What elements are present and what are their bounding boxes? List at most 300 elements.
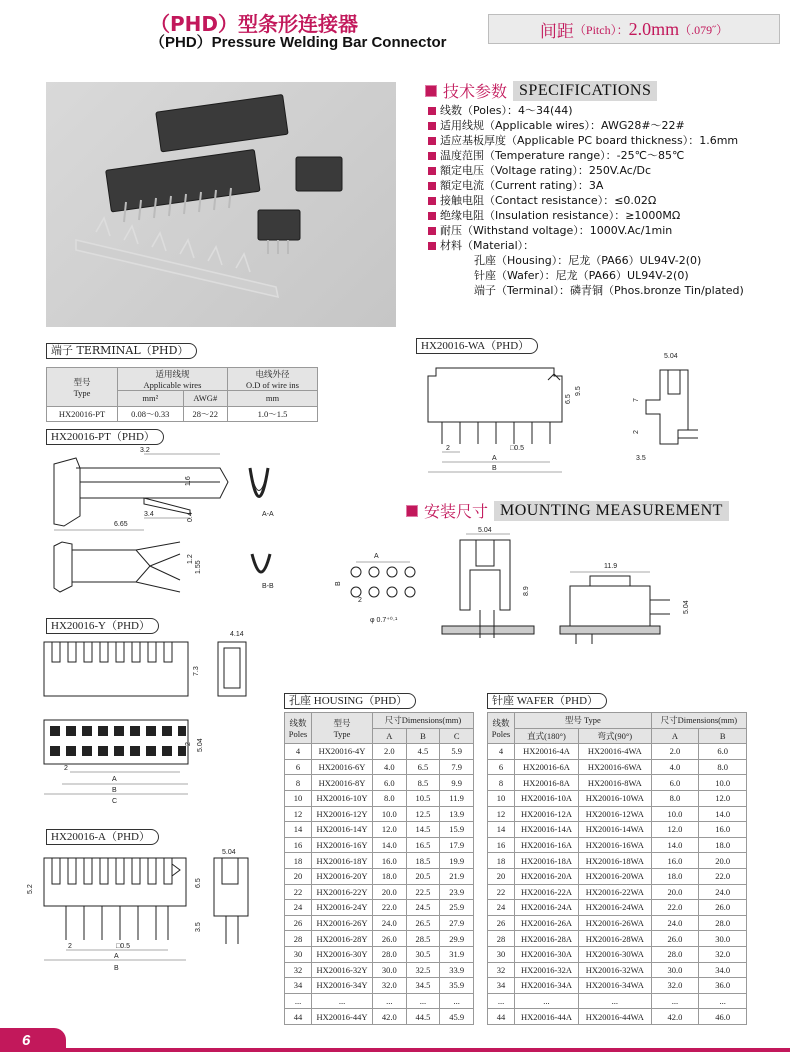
table-row — [285, 884, 474, 900]
table-cell: 4 — [488, 744, 515, 760]
svg-text:□0.5: □0.5 — [510, 445, 524, 452]
table-cell: 46.0 — [699, 1009, 747, 1025]
table-cell: 26.0 — [699, 900, 747, 916]
svg-text:9.5: 9.5 — [575, 386, 582, 396]
wafer-a-drawing — [22, 846, 262, 976]
table-cell: 6 — [488, 759, 515, 775]
spec-item: 額定电流（Current rating）：3A — [428, 178, 744, 193]
table-row — [285, 978, 474, 994]
table-cell: 24.0 — [373, 915, 407, 931]
table-cell: 26.0 — [373, 931, 407, 947]
table-cell: HX20016-24A — [515, 900, 579, 916]
table-cell: 34.5 — [406, 978, 440, 994]
table-cell: 16.0 — [651, 853, 699, 869]
table-row — [488, 868, 747, 884]
table-cell: HX20016-14WA — [578, 822, 651, 838]
table-cell: 16 — [285, 837, 312, 853]
table-cell: 4 — [285, 744, 312, 760]
table-cell: HX20016-20A — [515, 868, 579, 884]
table-row — [285, 931, 474, 947]
table-cell: 14 — [488, 822, 515, 838]
svg-text:2: 2 — [358, 597, 362, 604]
table-cell: 31.9 — [440, 946, 474, 962]
table-row — [285, 946, 474, 962]
table-cell: HX20016-30A — [515, 946, 579, 962]
table-cell: 32.0 — [373, 978, 407, 994]
svg-text:2: 2 — [64, 765, 68, 772]
terminal-tab: 端子 TERMINAL（PHD） — [46, 343, 197, 359]
table-cell: ... — [285, 993, 312, 1009]
table-cell: HX20016-34WA — [578, 978, 651, 994]
table-row — [488, 900, 747, 916]
footer-bar — [0, 1048, 790, 1052]
wafer-tab: 针座 WAFER（PHD） — [487, 693, 607, 709]
table-cell: 6.0 — [373, 775, 407, 791]
terminal-table: 型号 Type 适用线规 Applicable wires 电线外径 O.D of wire ins mm² AWG# mm HX20016-PT 0.08～0.33 28～22 1.0～1.5 — [46, 367, 318, 422]
y-tab: HX20016-Y（PHD） — [46, 618, 159, 634]
table-cell: HX20016-30WA — [578, 946, 651, 962]
wa-tab: HX20016-WA（PHD） — [416, 338, 538, 354]
svg-text:5.04: 5.04 — [683, 600, 690, 614]
table-cell: 44.5 — [406, 1009, 440, 1025]
pitch-value: 2.0mm — [628, 18, 680, 39]
table-cell: 8 — [285, 775, 312, 791]
table-cell: HX20016-44Y — [312, 1009, 373, 1025]
svg-text:8.9: 8.9 — [523, 586, 530, 596]
table-cell: HX20016-34Y — [312, 978, 373, 994]
table-cell: HX20016-22Y — [312, 884, 373, 900]
svg-text:2: 2 — [633, 430, 640, 434]
table-cell: 19.9 — [440, 853, 474, 869]
table-cell: 22 — [285, 884, 312, 900]
svg-text:5.2: 5.2 — [27, 884, 34, 894]
table-cell: 26 — [488, 915, 515, 931]
spec-item: 绝缘电阻（Insulation resistance）：≥1000MΩ — [428, 208, 744, 223]
svg-text:6.65: 6.65 — [114, 521, 128, 528]
table-cell: 24.0 — [651, 915, 699, 931]
table-row — [488, 759, 747, 775]
table-cell: 10.0 — [651, 806, 699, 822]
table-cell: HX20016-18A — [515, 853, 579, 869]
table-cell: HX20016-28Y — [312, 931, 373, 947]
table-cell: 20.0 — [373, 884, 407, 900]
table-cell: 6.5 — [406, 759, 440, 775]
table-row — [488, 884, 747, 900]
table-cell: 28.5 — [406, 931, 440, 947]
table-cell: HX20016-6A — [515, 759, 579, 775]
svg-text:5.04: 5.04 — [664, 353, 678, 360]
specs-title-en: SPECIFICATIONS — [513, 81, 657, 101]
table-cell: HX20016-26A — [515, 915, 579, 931]
table-cell: 14.5 — [406, 822, 440, 838]
table-cell: 20.5 — [406, 868, 440, 884]
spec-item: 額定电压（Voltage rating）：250V.Ac/Dc — [428, 163, 744, 178]
table-cell: HX20016-32A — [515, 962, 579, 978]
table-cell: 34 — [285, 978, 312, 994]
terminal-pt-drawing — [40, 446, 300, 616]
table-cell: 36.0 — [699, 978, 747, 994]
svg-text:5.04: 5.04 — [222, 849, 236, 856]
table-cell: 18.5 — [406, 853, 440, 869]
table-cell: 16.0 — [373, 853, 407, 869]
table-cell: HX20016-6Y — [312, 759, 373, 775]
table-row — [285, 744, 474, 760]
svg-text:6.5: 6.5 — [565, 394, 572, 404]
table-cell: 23.9 — [440, 884, 474, 900]
table-row — [488, 993, 747, 1009]
svg-text:B: B — [114, 965, 119, 972]
table-cell: 26 — [285, 915, 312, 931]
table-cell: 10 — [285, 790, 312, 806]
svg-text:A: A — [492, 455, 497, 462]
connector-photo-illustration — [46, 82, 396, 327]
table-row — [488, 806, 747, 822]
table-row — [285, 853, 474, 869]
table-cell: HX20016-44A — [515, 1009, 579, 1025]
svg-text:A: A — [374, 553, 379, 560]
table-cell: 24 — [285, 900, 312, 916]
mounting-heading — [406, 499, 729, 522]
spec-item: 材料（Material）： — [428, 238, 744, 253]
pt-tab: HX20016-PT（PHD） — [46, 429, 164, 445]
mounting-title-en: MOUNTING MEASUREMENT — [494, 501, 729, 521]
svg-text:B: B — [112, 787, 117, 794]
table-cell: HX20016-4Y — [312, 744, 373, 760]
table-cell: HX20016-16A — [515, 837, 579, 853]
table-cell: HX20016-16Y — [312, 837, 373, 853]
housing-tab: 孔座 HOUSING（PHD） — [284, 693, 416, 709]
table-cell: 30.0 — [373, 962, 407, 978]
spec-item: 适用线规（Applicable wires）：AWG28#～22# — [428, 118, 744, 133]
spec-item: 适应基板厚度（Applicable PC board thickness）：1.6mm — [428, 133, 744, 148]
table-cell: 24.0 — [699, 884, 747, 900]
svg-text:4.14: 4.14 — [230, 631, 244, 638]
svg-text:3.5: 3.5 — [636, 455, 646, 462]
table-row — [488, 1009, 747, 1025]
table-cell: HX20016-28A — [515, 931, 579, 947]
svg-text:11.9: 11.9 — [604, 563, 618, 570]
table-row — [488, 915, 747, 931]
mounting-title-zh: 安装尺寸 — [424, 502, 489, 521]
table-cell: 17.9 — [440, 837, 474, 853]
table-cell: 32.5 — [406, 962, 440, 978]
housing-y-drawing — [40, 628, 244, 808]
svg-text:B: B — [492, 465, 497, 472]
bullet-icon — [428, 137, 436, 145]
table-cell: 32.0 — [651, 978, 699, 994]
table-cell: 10.0 — [373, 806, 407, 822]
table-cell: 30.5 — [406, 946, 440, 962]
housing-table-body — [285, 744, 474, 1025]
table-cell: ... — [578, 993, 651, 1009]
table-cell: 18.0 — [373, 868, 407, 884]
table-cell: 30.0 — [699, 931, 747, 947]
table-cell: 20 — [285, 868, 312, 884]
table-cell: 20 — [488, 868, 515, 884]
table-cell: 45.9 — [440, 1009, 474, 1025]
table-cell: 28.0 — [699, 915, 747, 931]
wafer-wa-drawing — [414, 350, 714, 480]
bullet-icon — [428, 107, 436, 115]
table-cell: HX20016-22A — [515, 884, 579, 900]
table-cell: 20.0 — [651, 884, 699, 900]
table-cell: 12.0 — [373, 822, 407, 838]
page-title-en: （PHD）Pressure Welding Bar Connector — [150, 34, 447, 51]
svg-text:3.4: 3.4 — [144, 511, 154, 518]
table-cell: 22.0 — [651, 900, 699, 916]
table-cell: 42.0 — [651, 1009, 699, 1025]
table-cell: HX20016-28WA — [578, 931, 651, 947]
bullet-icon — [428, 197, 436, 205]
table-cell: 20.0 — [699, 853, 747, 869]
table-cell: 14 — [285, 822, 312, 838]
table-row — [285, 868, 474, 884]
table-cell: HX20016-20Y — [312, 868, 373, 884]
table-row — [488, 775, 747, 791]
table-cell: HX20016-22WA — [578, 884, 651, 900]
table-cell: HX20016-14Y — [312, 822, 373, 838]
table-cell: 18 — [285, 853, 312, 869]
table-row — [285, 822, 474, 838]
table-cell: 10 — [488, 790, 515, 806]
table-row — [285, 993, 474, 1009]
table-row — [285, 915, 474, 931]
table-cell: HX20016-18Y — [312, 853, 373, 869]
svg-text:B-B: B-B — [262, 583, 274, 590]
table-cell: 29.9 — [440, 931, 474, 947]
table-cell: 25.9 — [440, 900, 474, 916]
table-cell: 7.9 — [440, 759, 474, 775]
table-cell: 12.0 — [651, 822, 699, 838]
table-row — [488, 978, 747, 994]
table-cell: 34 — [488, 978, 515, 994]
table-cell: 8.0 — [651, 790, 699, 806]
table-cell: 15.9 — [440, 822, 474, 838]
table-cell: 26.5 — [406, 915, 440, 931]
spec-item: 耐压（Withstand voltage）：1000V.Ac/1min — [428, 223, 744, 238]
svg-text:3.5: 3.5 — [195, 922, 202, 932]
material-item: 端子（Terminal）：磷青铜（Phos.bronze Tin/plated) — [474, 284, 744, 297]
table-cell: 5.9 — [440, 744, 474, 760]
table-cell: 4.0 — [651, 759, 699, 775]
bullet-icon — [428, 122, 436, 130]
table-cell: 24.5 — [406, 900, 440, 916]
table-cell: 16 — [488, 837, 515, 853]
table-cell: 18.0 — [651, 868, 699, 884]
table-cell: 27.9 — [440, 915, 474, 931]
table-cell: 12 — [488, 806, 515, 822]
table-row: HX20016-PT 0.08～0.33 28～22 1.0～1.5 — [47, 406, 318, 422]
table-cell: 42.0 — [373, 1009, 407, 1025]
svg-text:1.55: 1.55 — [195, 560, 202, 574]
table-cell: 33.9 — [440, 962, 474, 978]
pitch-label: （Pitch）： — [573, 22, 629, 37]
table-cell: 28.0 — [651, 946, 699, 962]
table-cell: 14.0 — [651, 837, 699, 853]
table-cell: 24 — [488, 900, 515, 916]
table-cell: 44 — [488, 1009, 515, 1025]
bullet-icon — [428, 212, 436, 220]
table-cell: 8 — [488, 775, 515, 791]
svg-text:7: 7 — [633, 398, 640, 402]
table-row — [285, 900, 474, 916]
table-cell: ... — [699, 993, 747, 1009]
table-cell: 26.0 — [651, 931, 699, 947]
table-cell: HX20016-24WA — [578, 900, 651, 916]
svg-text:5.04: 5.04 — [197, 738, 204, 752]
table-row — [285, 775, 474, 791]
table-cell: 34.0 — [699, 962, 747, 978]
svg-text:C: C — [112, 798, 118, 805]
page-title-zh: （PHD）型条形连接器 — [150, 12, 358, 36]
table-row — [488, 853, 747, 869]
wafer-table-body — [488, 744, 747, 1025]
table-cell: 21.9 — [440, 868, 474, 884]
table-row — [488, 837, 747, 853]
table-cell: 8.0 — [373, 790, 407, 806]
svg-text:A-A: A-A — [262, 511, 274, 518]
table-cell: ... — [406, 993, 440, 1009]
table-row — [488, 946, 747, 962]
spec-item: 温度范围（Temperature range）：-25℃～85℃ — [428, 148, 744, 163]
specs-heading — [425, 79, 657, 102]
table-cell: HX20016-14A — [515, 822, 579, 838]
svg-text:0.4: 0.4 — [187, 512, 194, 522]
bullet-icon — [428, 227, 436, 235]
svg-text:1.6: 1.6 — [185, 476, 192, 486]
table-cell: 28 — [488, 931, 515, 947]
table-cell: HX20016-32WA — [578, 962, 651, 978]
table-cell: HX20016-34A — [515, 978, 579, 994]
table-cell: 4.5 — [406, 744, 440, 760]
bullet-icon — [428, 242, 436, 250]
table-cell: ... — [515, 993, 579, 1009]
table-cell: 14.0 — [699, 806, 747, 822]
table-cell: 14.0 — [373, 837, 407, 853]
spec-item: 接触电阻（Contact resistance）：≤0.02Ω — [428, 193, 744, 208]
table-cell: 4.0 — [373, 759, 407, 775]
table-row — [488, 744, 747, 760]
bullet-icon — [428, 167, 436, 175]
table-row — [488, 822, 747, 838]
table-cell: 11.9 — [440, 790, 474, 806]
specs-title-zh: 技术参数 — [443, 82, 508, 101]
table-cell: HX20016-8WA — [578, 775, 651, 791]
a-tab: HX20016-A（PHD） — [46, 829, 159, 845]
svg-text:2: 2 — [446, 445, 450, 452]
table-cell: 8.0 — [699, 759, 747, 775]
table-cell: 44 — [285, 1009, 312, 1025]
table-cell: 35.9 — [440, 978, 474, 994]
housing-table: 线数 Poles 型号 Type 尺寸Dimensions(mm) A B C 4 HX20016-4Y 2.0 4.5 5.9 6 HX20016-6Y 4.0 6.5 7.9 8 HX20016-8Y 6.0 8.5 9.9 10 HX20016-10Y 8.0 10.5 11.9 12 HX20016-12Y 10.0 12.5 13.9 14 HX20016-14Y 12.0 14.5 15.9 16 HX20016-16Y 14.0 16.5 17.9 18 HX20016-18Y 16.0 18.5 19.9 20 HX20016-20Y 18.0 20.5 21.9 22 HX20016-22Y 20.0 22.5 23.9 24 HX20016-24Y 22.0 24.5 25.9 26 HX20016-26Y 24.0 26.5 27.9 28 HX20016-28Y 26.0 28.5 29.9 30 HX20016-30Y 28.0 30.5 31.9 32 HX20016-32Y 30.0 32.5 33.9 34 HX20016-34Y 32.0 34.5 35.9 ... ... ... ... ... 44 HX20016-44Y 42.0 44.5 45.9 — [284, 712, 474, 1025]
table-cell: HX20016-24Y — [312, 900, 373, 916]
table-cell: HX20016-18WA — [578, 853, 651, 869]
table-cell: 10.0 — [699, 775, 747, 791]
svg-text:2: 2 — [185, 742, 192, 746]
table-cell: 16.5 — [406, 837, 440, 853]
bullet-icon — [425, 85, 437, 97]
table-cell: 22 — [488, 884, 515, 900]
table-cell: 22.0 — [699, 868, 747, 884]
table-cell: HX20016-26Y — [312, 915, 373, 931]
table-cell: HX20016-8A — [515, 775, 579, 791]
svg-text:7.3: 7.3 — [193, 666, 200, 676]
table-row — [285, 759, 474, 775]
table-row — [488, 962, 747, 978]
table-cell: HX20016-32Y — [312, 962, 373, 978]
bullet-icon — [428, 152, 436, 160]
table-cell: 28 — [285, 931, 312, 947]
pitch-box — [488, 14, 780, 44]
table-cell: 32.0 — [699, 946, 747, 962]
table-cell: HX20016-4A — [515, 744, 579, 760]
specs-list — [428, 103, 744, 298]
table-cell: 2.0 — [651, 744, 699, 760]
table-cell: HX20016-6WA — [578, 759, 651, 775]
table-cell: ... — [373, 993, 407, 1009]
material-item: 孔座（Housing）：尼龙（PA66）UL94V-2(0) — [474, 254, 702, 267]
svg-text:B: B — [335, 581, 342, 586]
table-row — [488, 790, 747, 806]
table-cell: 12.5 — [406, 806, 440, 822]
table-cell: HX20016-12WA — [578, 806, 651, 822]
table-cell: 16.0 — [699, 822, 747, 838]
svg-text:A: A — [112, 776, 117, 783]
table-cell: 6.0 — [651, 775, 699, 791]
table-row — [488, 931, 747, 947]
table-cell: 6 — [285, 759, 312, 775]
table-cell: HX20016-10Y — [312, 790, 373, 806]
table-row — [285, 790, 474, 806]
table-cell: HX20016-26WA — [578, 915, 651, 931]
table-row — [285, 962, 474, 978]
svg-text:A: A — [114, 953, 119, 960]
table-cell: 12 — [285, 806, 312, 822]
svg-text:φ 0.7⁺⁰·¹: φ 0.7⁺⁰·¹ — [370, 617, 398, 624]
table-cell: HX20016-20WA — [578, 868, 651, 884]
table-cell: ... — [488, 993, 515, 1009]
wafer-table: 线数 Poles 型号 Type 尺寸Dimensions(mm) 直式(180°) 弯式(90°) A B 4 HX20016-4A HX20016-4WA 2.0 6.0 6 HX20016-6A HX20016-6WA 4.0 8.0 8 HX20016-8A HX20016-8WA 6.0 10.0 10 HX20016-10A HX20016-10WA 8.0 12.0 12 HX20016-12A HX20016-12WA 10.0 14.0 14 HX20016-14A HX20016-14WA 12.0 16.0 16 HX20016-16A HX20016-16WA 14.0 18.0 18 HX20016-18A HX20016-18WA 16.0 20.0 20 HX20016-20A HX20016-20WA 18.0 22.0 22 HX20016-22A HX20016-22WA 20.0 24.0 24 HX20016-24A HX20016-24WA 22.0 26.0 26 HX20016-26A HX20016-26WA 24.0 28.0 28 HX20016-28A HX20016-28WA 26.0 30.0 30 HX20016-30A HX20016-30WA 28.0 32.0 32 HX20016-32A HX20016-32WA 30.0 34.0 34 HX20016-34A HX20016-34WA 32.0 36.0 ... ... ... ... ... 44 HX20016-44A HX20016-44WA 42.0 46.0 — [487, 712, 747, 1025]
table-cell: HX20016-44WA — [578, 1009, 651, 1025]
table-cell: HX20016-4WA — [578, 744, 651, 760]
svg-text:3.2: 3.2 — [140, 447, 150, 454]
spec-item: 线数（Poles）：4～34(44) — [428, 103, 744, 118]
table-cell: ... — [312, 993, 373, 1009]
mounting-drawing — [330, 526, 770, 652]
svg-text:5.04: 5.04 — [478, 527, 492, 534]
table-cell: ... — [651, 993, 699, 1009]
svg-text:1.2: 1.2 — [187, 554, 194, 564]
table-cell: 6.0 — [699, 744, 747, 760]
table-cell: 30.0 — [651, 962, 699, 978]
product-photo — [46, 82, 396, 327]
table-cell: 30 — [488, 946, 515, 962]
pitch-zh: 间距 — [539, 21, 574, 42]
table-cell: ... — [440, 993, 474, 1009]
table-cell: HX20016-10A — [515, 790, 579, 806]
table-cell: 10.5 — [406, 790, 440, 806]
table-cell: 2.0 — [373, 744, 407, 760]
table-cell: 8.5 — [406, 775, 440, 791]
table-cell: HX20016-8Y — [312, 775, 373, 791]
table-cell: 32 — [285, 962, 312, 978]
table-cell: HX20016-10WA — [578, 790, 651, 806]
table-cell: 13.9 — [440, 806, 474, 822]
table-cell: 28.0 — [373, 946, 407, 962]
svg-text:□0.5: □0.5 — [116, 943, 130, 950]
svg-text:2: 2 — [68, 943, 72, 950]
table-cell: HX20016-12Y — [312, 806, 373, 822]
